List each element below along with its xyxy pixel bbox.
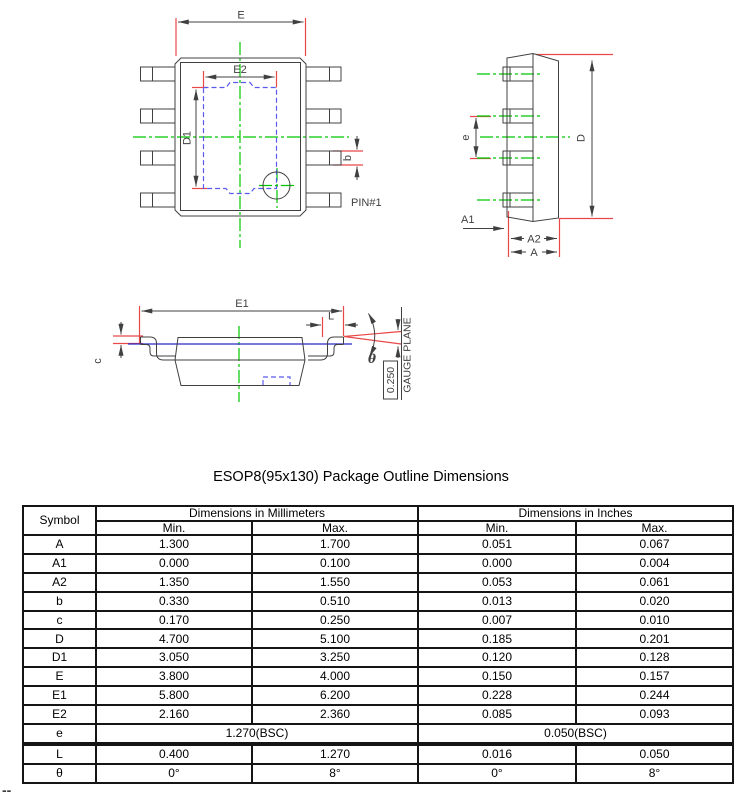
column-header-mm-min: Min. [96, 521, 252, 536]
table-cell: 0.120 [418, 648, 576, 667]
table-cell: 1.270(BSC) [96, 724, 418, 743]
table-cell: 5.800 [96, 686, 252, 705]
table-cell: 0.150 [418, 667, 576, 686]
table-cell: 1.550 [252, 573, 418, 592]
table-cell: 1.700 [252, 535, 418, 554]
dim-label-E1: E1 [235, 298, 249, 310]
front-view-drawing [92, 298, 414, 402]
dim-label-D1: D1 [181, 130, 194, 146]
top-view-drawing [133, 10, 382, 249]
column-header-mm-max: Max. [252, 521, 418, 536]
table-row [23, 764, 733, 783]
table-cell: 0.010 [576, 611, 733, 630]
dim-label-L: L [327, 310, 335, 323]
table-header-row-minmax [23, 521, 733, 536]
table-cell: 0.000 [96, 554, 252, 573]
table-cell: 0.244 [576, 686, 733, 705]
table-cell: 0.330 [96, 592, 252, 611]
table-row [23, 648, 733, 667]
column-header-inches: Dimensions in Inches [418, 506, 733, 521]
table-cell: 0.157 [576, 667, 733, 686]
table-cell: A [23, 535, 96, 554]
table-cell: 0.007 [418, 611, 576, 630]
table-cell: D1 [23, 648, 96, 667]
table-cell: 3.800 [96, 667, 252, 686]
table-row [23, 592, 733, 611]
table-cell: E1 [23, 686, 96, 705]
table-cell: 0.100 [252, 554, 418, 573]
table-cell: L [23, 745, 96, 764]
page-title: ESOP8(95x130) Package Outline Dimensions [213, 469, 509, 485]
column-header-mm: Dimensions in Millimeters [96, 506, 418, 521]
column-header-symbol: Symbol [23, 506, 96, 535]
table-cell: 0.050(BSC) [418, 724, 733, 743]
table-cell: 4.000 [252, 667, 418, 686]
table-cell: 0.085 [418, 705, 576, 724]
table-row [23, 667, 733, 686]
table-row [23, 554, 733, 573]
table-cell: 0.000 [418, 554, 576, 573]
dim-label-theta: θ [367, 352, 377, 366]
footer-mark: -- [2, 782, 12, 798]
table-cell: 8° [252, 764, 418, 783]
table-row [23, 724, 733, 743]
table-cell: 4.700 [96, 629, 252, 648]
pin1-label: PIN#1 [351, 197, 382, 209]
table-cell: 0.201 [576, 629, 733, 648]
table-cell: 0.400 [96, 745, 252, 764]
dimensions-table-body [23, 535, 733, 783]
table-cell: A2 [23, 573, 96, 592]
dim-label-A2: A2 [527, 233, 541, 246]
dim-label-A: A [530, 247, 538, 259]
table-cell: 0.093 [576, 705, 733, 724]
table-cell: 0.016 [418, 745, 576, 764]
table-cell: 0.250 [252, 611, 418, 630]
table-cell: 8° [576, 764, 733, 783]
table-cell: 0.185 [418, 629, 576, 648]
table-cell: 0.170 [96, 611, 252, 630]
table-cell: A1 [23, 554, 96, 573]
table-cell: 0.053 [418, 573, 576, 592]
dim-label-E2: E2 [233, 64, 247, 76]
table-cell: b [23, 592, 96, 611]
table-cell: E [23, 667, 96, 686]
table-row [23, 629, 733, 648]
table-cell: e [23, 724, 96, 743]
table-cell: D [23, 629, 96, 648]
table-cell: 2.160 [96, 705, 252, 724]
table-cell: 1.270 [252, 745, 418, 764]
dim-label-c: c [92, 358, 104, 364]
table-cell: 1.350 [96, 573, 252, 592]
table-cell: 6.200 [252, 686, 418, 705]
table-cell: c [23, 611, 96, 630]
table-header-row-groups [23, 506, 733, 521]
table-row [23, 705, 733, 724]
table-cell: 0.051 [418, 535, 576, 554]
table-cell: 0.510 [252, 592, 418, 611]
side-view-drawing [460, 54, 613, 260]
dimensions-table [22, 505, 734, 784]
table-row [23, 745, 733, 764]
table-cell: θ [23, 764, 96, 783]
table-cell: E2 [23, 705, 96, 724]
dim-label-b: b [342, 154, 354, 162]
table-cell: 0.004 [576, 554, 733, 573]
table-cell: 0.228 [418, 686, 576, 705]
table-cell: 1.300 [96, 535, 252, 554]
table-cell: 3.050 [96, 648, 252, 667]
dim-label-E: E [237, 9, 245, 22]
table-cell: 0.128 [576, 648, 733, 667]
table-cell: 0° [418, 764, 576, 783]
table-cell: 3.250 [252, 648, 418, 667]
table-cell: 2.360 [252, 705, 418, 724]
table-row [23, 535, 733, 554]
gauge-plane-label: GAUGE PLANE [401, 317, 414, 393]
table-row [23, 686, 733, 705]
dim-label-D: D [575, 134, 588, 142]
table-cell: 0.061 [576, 573, 733, 592]
column-header-in-max: Max. [576, 521, 733, 536]
table-row [23, 611, 733, 630]
column-header-in-min: Min. [418, 521, 576, 536]
table-cell: 0.050 [576, 745, 733, 764]
dim-label-A1: A1 [461, 214, 475, 226]
table-cell: 0.067 [576, 535, 733, 554]
dim-label-e: e [460, 134, 472, 141]
table-cell: 0.013 [418, 592, 576, 611]
table-cell: 0° [96, 764, 252, 783]
table-cell: 0.020 [576, 592, 733, 611]
table-cell: 5.100 [252, 629, 418, 648]
table-row [23, 573, 733, 592]
gauge-value-label: 0.250 [385, 366, 397, 394]
